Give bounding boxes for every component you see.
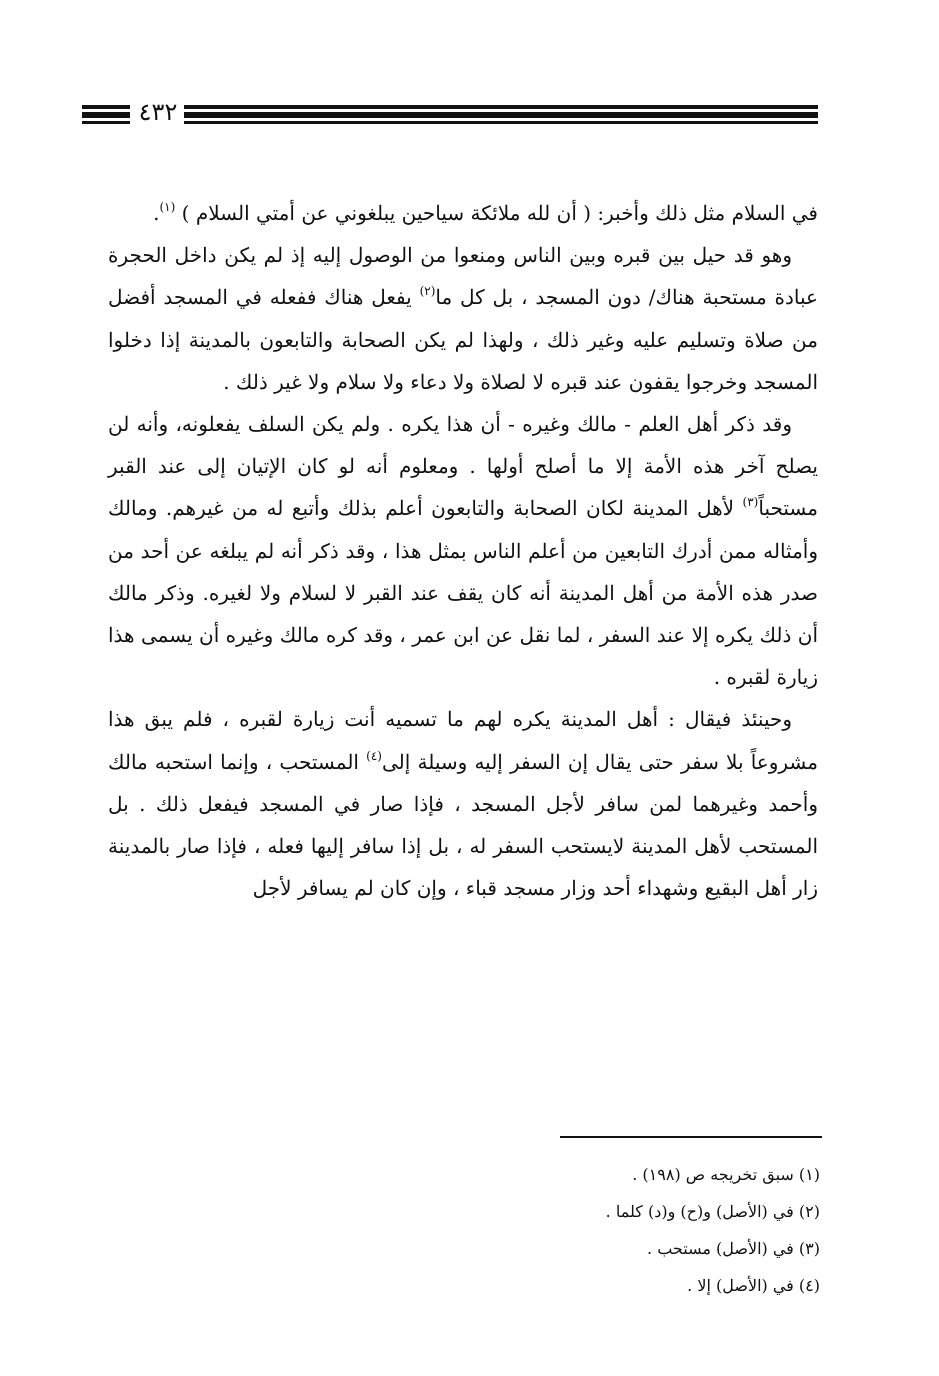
body-text-segment: يفعل هناك ففعله في المسجد أفضل من صلاة وتسليم عليه وغير ذلك ، ولهذا لم يكن الصحابة والتابعون بالمدينة إذا دخلوا المسجد وخرجوا يقفون عند قبره لا لصلاة ولا دعاء ولا سلام ولا غير ذلك .	[108, 285, 818, 394]
body-text-segment: وقد ذكر أهل العلم - مالك وغيره - أن هذا يكره . ولم يكن السلف يفعلونه، وأنه لن يصلح آخر هذه الأمة إلا ما أصلح أولها . ومعلوم أنه لو كان الإتيان إلى عند القبر مستحباً	[108, 412, 818, 521]
footnote-item: (١) سبق تخريجه ص (١٩٨) .	[632, 1165, 820, 1184]
footnote-marker: (٤)	[366, 748, 382, 763]
body-paragraph	[108, 403, 818, 698]
page-number: ٤٣٢	[138, 98, 178, 126]
body-text-segment: في السلام مثل ذلك وأخبر: ( أن لله ملائكة سياحين يبلغوني عن أمتي السلام )	[175, 201, 818, 225]
body-text-segment: وهو قد حيل بين قبره وبين الناس ومنعوا من الوصول إليه إذ لم يكن داخل الحجرة عبادة مستحبة هناك/ دون المسجد ، بل كل ما	[108, 243, 818, 310]
body-paragraph	[108, 192, 818, 234]
footnote-marker: (١)	[159, 200, 176, 214]
body-text	[108, 192, 818, 909]
header-rule-left	[82, 105, 130, 124]
body-text-segment: وحينئذ فيقال : أهل المدينة يكره لهم ما تسميه أنت زيارة لقبره ، فلم يبق هذا مشروعاً بلا سفر حتى يقال إن السفر إليه وسيلة إلى	[108, 707, 818, 774]
footnote-separator	[560, 1136, 822, 1138]
body-text-segment: المستحب ، وإنما استحبه مالك وأحمد وغيرهما لمن سافر لأجل المسجد ، فإذا صار في المسجد فيفعل ذلك . بل المستحب لأهل المدينة لايستحب السفر له ، بل إذا سافر إليها فعله ، فإذا صار بالمدينة زار أهل البقيع وشهداء أحد وزار مسجد قباء ، وإن كان لم يسافر لأجل	[108, 749, 818, 901]
body-paragraph	[108, 698, 818, 909]
footnote-marker: (٣)	[742, 495, 759, 510]
footnote-item: (٣) في (الأصل) مستحب .	[647, 1239, 820, 1258]
body-text-segment: لأهل المدينة لكان الصحابة والتابعون أعلم بذلك وأتبع له من غيرهم. ومالك وأمثاله ممن أدرك التابعين من أعلم الناس بمثل هذا ، وقد ذكر أنه لم يبلغه عن أحد من صدر هذه الأمة من أهل المدينة أنه كان يقف عند القبر لا لسلام ولا لغيره. وذكر مالك أن ذلك يكره إلا عند السفر ، لما نقل عن ابن عمر ، وقد كره مالك وغيره أن يسمى هذا زيارة لقبره .	[108, 496, 818, 690]
footnote-item: (٢) في (الأصل) و(ح) و(د) كلما .	[605, 1202, 820, 1221]
header-rule-right	[184, 105, 818, 124]
page-header	[82, 98, 818, 126]
footnote-marker: (٢)	[419, 284, 436, 299]
body-text-segment: .	[153, 201, 160, 225]
footnotes	[300, 1156, 820, 1304]
body-paragraph	[108, 234, 818, 403]
footnote-item: (٤) في (الأصل) إلا .	[687, 1276, 820, 1295]
